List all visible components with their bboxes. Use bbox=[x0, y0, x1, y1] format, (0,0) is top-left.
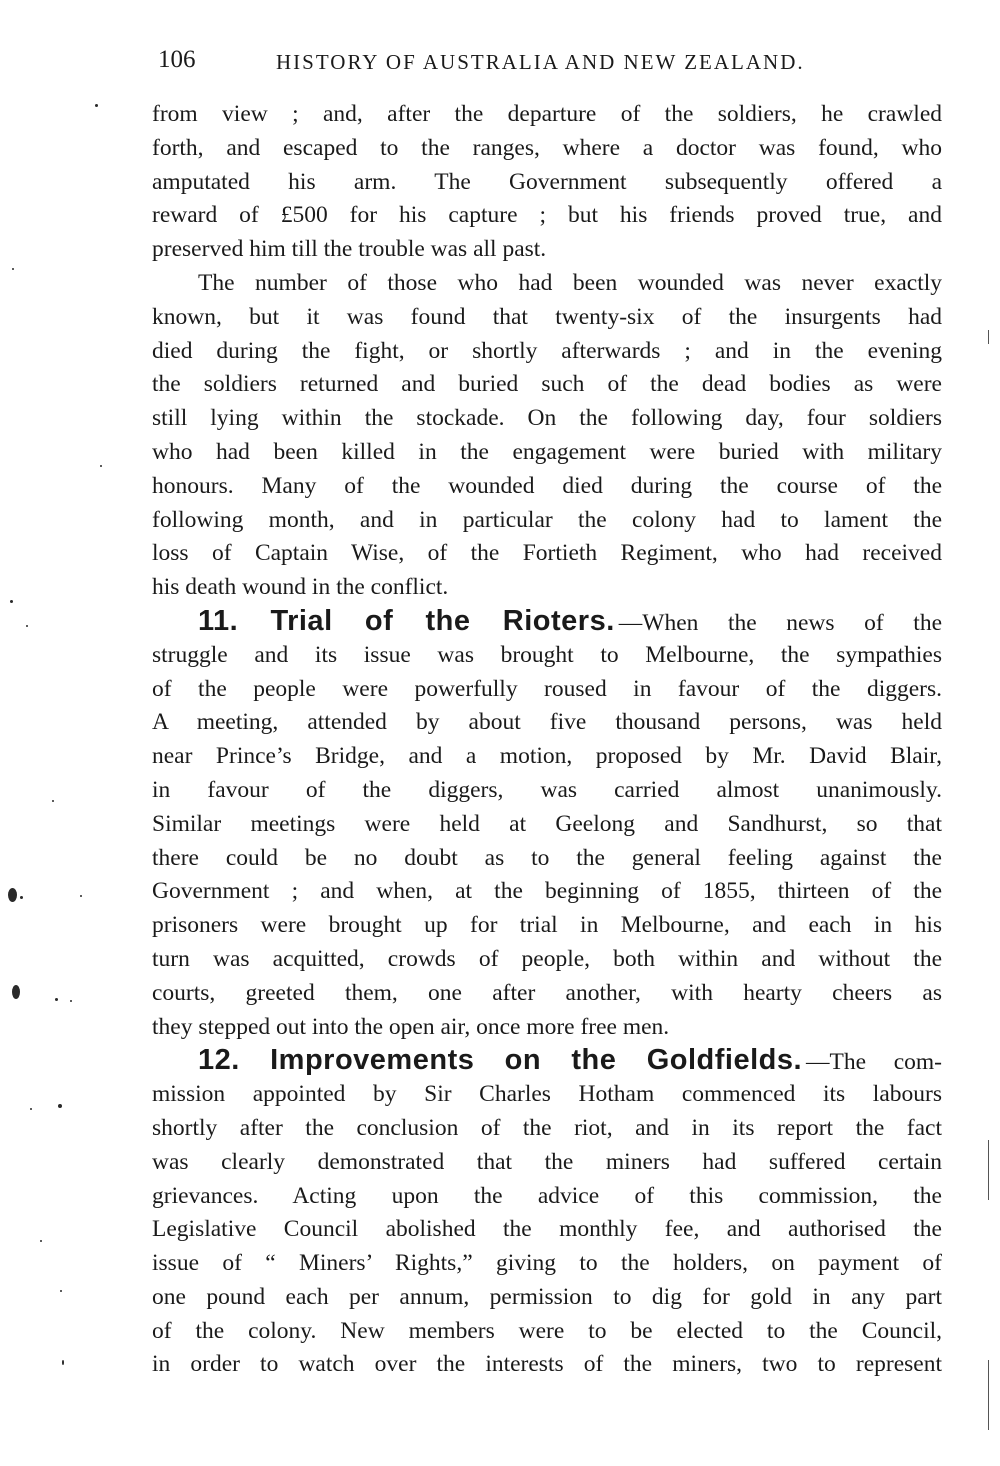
scan-speck bbox=[55, 998, 58, 1001]
text-line: of the colony. New members were to be elected to the Council, bbox=[152, 1317, 942, 1344]
text-line: the soldiers returned and buried such of the dead bodies as were bbox=[152, 371, 942, 398]
text-line: in favour of the diggers, was carried almost unanimously. bbox=[152, 776, 942, 803]
scan-edge-mark bbox=[988, 330, 989, 344]
text-line: turn was acquitted, crowds of people, both within and without the bbox=[152, 945, 942, 972]
text-line: grievances. Acting upon the advice of this commission, the bbox=[152, 1182, 942, 1209]
scan-speck bbox=[20, 896, 23, 899]
scan-edge-mark bbox=[988, 1140, 989, 1200]
scan-edge-mark bbox=[988, 1360, 989, 1430]
text-line: died during the fight, or shortly afterwards ; and in the evening bbox=[152, 337, 942, 364]
text-line: in order to watch over the interests of the miners, two to represent bbox=[152, 1351, 942, 1378]
text-line: Legislative Council abolished the monthly fee, and authorised the bbox=[152, 1216, 942, 1243]
text-line: his death wound in the conflict. bbox=[152, 574, 449, 601]
text-line: honours. Many of the wounded died during the course of the bbox=[152, 472, 942, 499]
scan-speck bbox=[12, 985, 20, 999]
scan-speck bbox=[30, 1108, 32, 1110]
text-line: struggle and its issue was brought to Melbourne, the sympathies bbox=[152, 641, 942, 668]
scan-speck bbox=[95, 104, 98, 107]
text-line: who had been killed in the engagement were buried with military bbox=[152, 438, 942, 465]
scan-speck bbox=[70, 1000, 72, 1002]
text-line: one pound each per annum, permission to dig for gold in any part bbox=[152, 1283, 942, 1310]
scan-speck bbox=[26, 625, 28, 627]
text-line: A meeting, attended by about five thousand persons, was held bbox=[152, 709, 942, 736]
body-text bbox=[152, 98, 942, 1382]
text-line: still lying within the stockade. On the following day, four soldiers bbox=[152, 405, 942, 432]
text-line: Government ; and when, at the beginning of 1855, thirteen of the bbox=[152, 878, 942, 905]
scan-speck bbox=[100, 465, 102, 467]
scan-speck bbox=[58, 1104, 62, 1108]
scan-speck bbox=[12, 268, 14, 270]
section-heading: 11. Trial of the Rioters. bbox=[198, 604, 615, 637]
text-line: from view ; and, after the departure of the soldiers, he crawled bbox=[152, 101, 942, 127]
text-line: following month, and in particular the colony had to lament the bbox=[152, 506, 942, 533]
paragraph-continued bbox=[152, 98, 942, 267]
text-line: of the people were powerfully roused in favour of the diggers. bbox=[152, 675, 942, 702]
scan-speck bbox=[10, 600, 13, 603]
scan-speck bbox=[52, 800, 54, 802]
section-heading: 12. Improvements on the Goldfields. bbox=[198, 1044, 803, 1077]
running-head bbox=[158, 42, 938, 82]
scan-speck bbox=[62, 1360, 64, 1365]
text-line: issue of “ Miners’ Rights,” giving to the holders, on payment of bbox=[152, 1250, 942, 1277]
text-line: amputated his arm. The Government subsequently offered a bbox=[152, 168, 942, 195]
section-heading-line bbox=[152, 1044, 942, 1078]
scan-speck bbox=[40, 1240, 42, 1242]
section-heading-line bbox=[152, 605, 942, 639]
text-line: mission appointed by Sir Charles Hotham commenced its labours bbox=[152, 1081, 942, 1108]
running-title: HISTORY OF AUSTRALIA AND NEW ZEALAND. bbox=[276, 50, 805, 74]
page-number: 106 bbox=[158, 46, 196, 73]
text-line: shortly after the conclusion of the riot, and in its report the fact bbox=[152, 1114, 942, 1141]
scan-speck bbox=[80, 895, 82, 897]
scan-speck bbox=[60, 1290, 62, 1292]
text-line: courts, greeted them, one after another, with hearty cheers as bbox=[152, 979, 942, 1006]
text-line: forth, and escaped to the ranges, where a doctor was found, who bbox=[152, 134, 942, 161]
section-trial-of-rioters bbox=[152, 605, 942, 1044]
heading-run-in-text: —The com- bbox=[806, 1049, 942, 1076]
scan-speck bbox=[8, 888, 17, 902]
text-line: was clearly demonstrated that the miners had suffered certain bbox=[152, 1148, 942, 1175]
text-line: prisoners were brought up for trial in Melbourne, and each in his bbox=[152, 912, 942, 939]
text-line: Similar meetings were held at Geelong and Sandhurst, so that bbox=[152, 810, 942, 837]
paragraph-casualties bbox=[152, 267, 942, 605]
text-line: there could be no doubt as to the general feeling against the bbox=[152, 844, 942, 871]
section-goldfield-improvements bbox=[152, 1044, 942, 1382]
text-line: they stepped out into the open air, once more free men. bbox=[152, 1013, 670, 1040]
text-line: known, but it was found that twenty-six of the insurgents had bbox=[152, 303, 942, 330]
text-line: loss of Captain Wise, of the Fortieth Regiment, who had received bbox=[152, 540, 942, 567]
text-line: reward of £500 for his capture ; but his friends proved true, and bbox=[152, 202, 942, 229]
heading-run-in-text: —When the news of the bbox=[618, 609, 942, 636]
text-line: The number of those who had been wounded was never exactly bbox=[198, 269, 942, 296]
text-line: preserved him till the trouble was all past. bbox=[152, 236, 547, 263]
text-line: near Prince’s Bridge, and a motion, proposed by Mr. David Blair, bbox=[152, 743, 942, 770]
